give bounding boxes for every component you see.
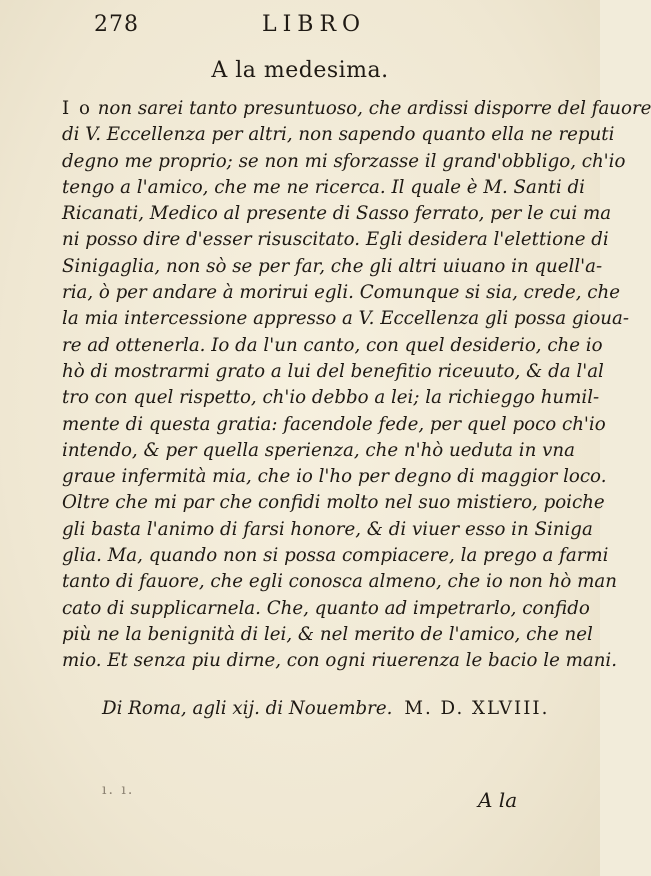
text-line: glia. Ma, quando non si possa compiacere, la prego a farmi [62, 545, 609, 567]
letter-body [62, 96, 651, 675]
text-line: tengo a l'amico, che me ne ricerca. Il quale è M. Santi di [62, 176, 585, 198]
text-line: mente di questa gratia: facendole fede, per quel poco ch'io [62, 413, 606, 435]
text-line: re ad ottenerla. Io da l'un canto, con quel desiderio, che io [62, 334, 603, 356]
section-title: A la medesima. [211, 58, 389, 83]
text-line: ni posso dire d'esser risuscitato. Egli desidera l'elettione di [62, 229, 609, 251]
text-line: intendo, & per quella sperienza, che n'hò ueduta in vna [62, 439, 575, 461]
dateline [102, 698, 549, 719]
text-line-content: non sarei tanto presuntuoso, che ardissi disporre del fauore [97, 98, 651, 119]
text-line: Ricanati, Medico al presente di Sasso ferrato, per le cui ma [62, 203, 612, 225]
text-line: Oltre che mi par che confidi molto nel suo mistiero, poiche [62, 492, 605, 514]
text-line: più ne la benignità di lei, & nel merito de l'amico, che nel [62, 623, 593, 645]
text-line: degno me proprio; se non mi sforzasse il grand'obbligo, ch'io [62, 150, 626, 172]
page-number: 278 [94, 12, 139, 37]
catchword: A la [478, 788, 518, 812]
text-line: tanto di fauore, che egli conosca almeno, che io non hò man [62, 571, 617, 593]
page-header [94, 8, 534, 42]
text-line: Sinigaglia, non sò se per far, che gli altri uiuano in quell'a- [62, 255, 603, 277]
text-line: graue infermità mia, che io l'ho per degno di maggior loco. [62, 466, 607, 488]
dateline-place: Di Roma, agli xij. di Nouembre. [102, 698, 393, 719]
dateline-year: M. D. XLVIII. [404, 698, 550, 719]
lead-letters: I o [62, 98, 92, 119]
text-line: hò di mostrarmi grato a lui del benefitio riceuuto, & da l'al [62, 360, 604, 382]
text-line: ria, ò per andare à morirui egli. Comunque si sia, crede, che [62, 282, 620, 304]
text-line: di V. Eccellenza per altri, non sapendo quanto ella ne reputi [62, 124, 615, 146]
text-line: la mia intercessione appresso a V. Eccellenza gli possa gioua- [62, 308, 629, 330]
running-head: LIBRO [262, 12, 367, 37]
text-line: gli basta l'animo di farsi honore, & di viuer esso in Siniga [62, 518, 593, 540]
text-line: tro con quel rispetto, ch'io debbo a lei; la richieggo humil- [62, 387, 600, 409]
text-line: cato di supplicarnela. Che, quanto ad impetrarlo, confido [62, 597, 590, 619]
text-line: mio. Et senza piu dirne, con ogni riuerenza le bacio le mani. [62, 650, 618, 672]
text-line [62, 96, 651, 122]
margin-marks: ı. ı. [102, 782, 135, 798]
